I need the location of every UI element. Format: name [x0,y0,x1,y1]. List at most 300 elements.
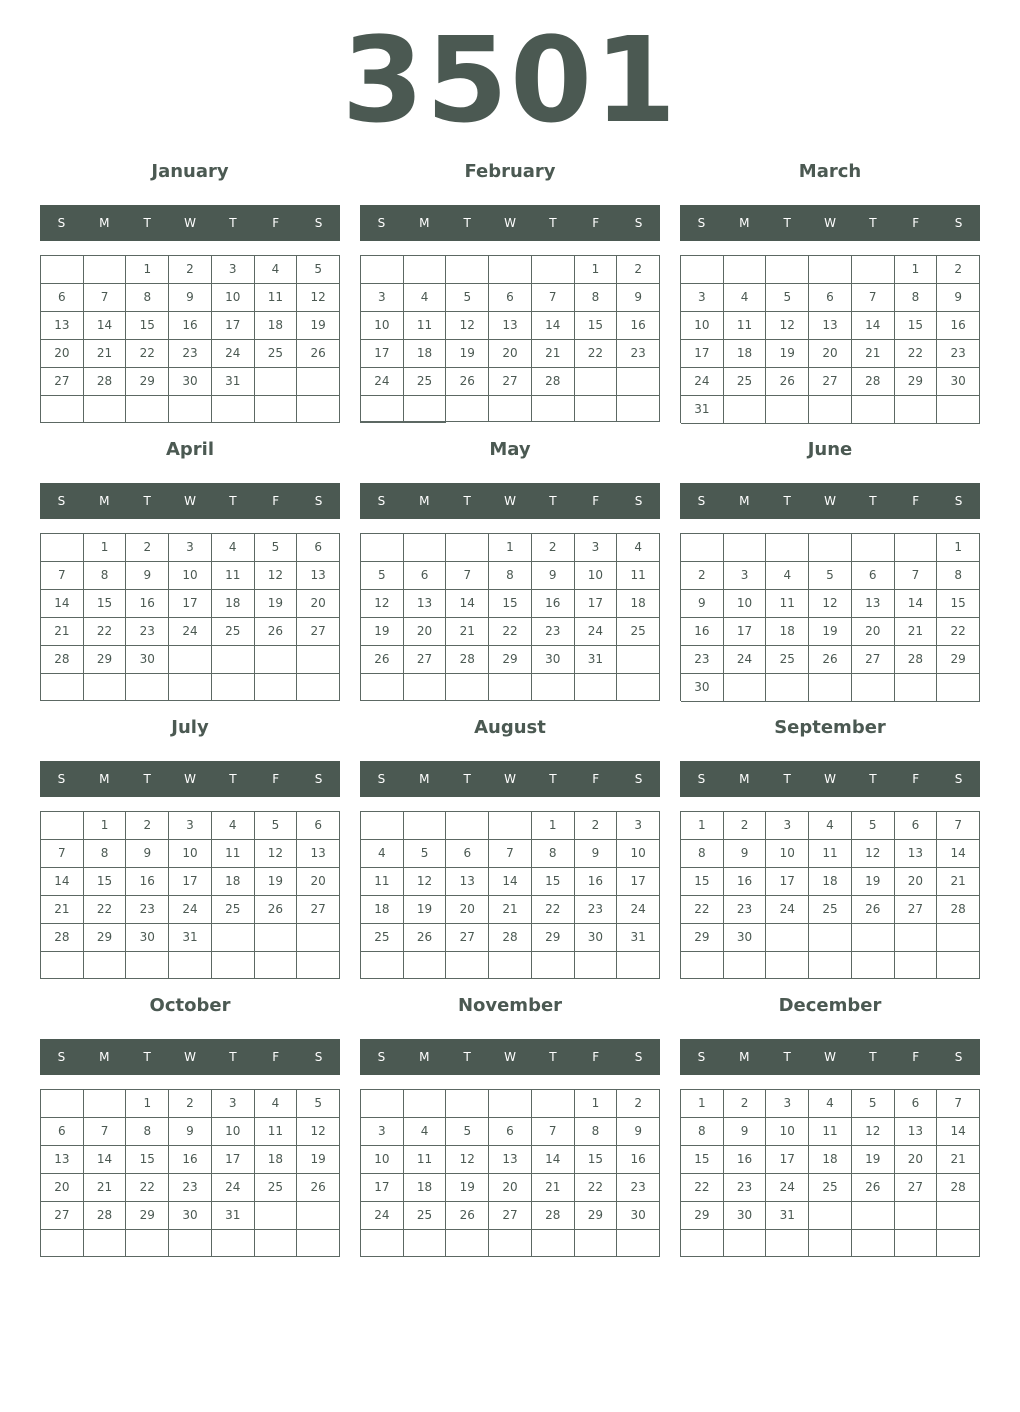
day-cell [297,368,340,396]
weekday-label: S [634,216,643,230]
day-cell: 11 [404,1146,447,1174]
day-cell: 28 [489,924,532,952]
day-cell: 2 [169,256,212,284]
weekday-label: F [912,216,920,230]
day-grid [40,533,340,701]
weekday-label: S [954,772,963,786]
day-cell: 11 [255,284,298,312]
weekday-label: M [99,1050,110,1064]
day-cell: 18 [766,618,809,646]
day-cell [84,396,127,423]
weekday-label: M [99,494,110,508]
day-cell: 9 [575,840,618,868]
day-cell: 20 [446,896,489,924]
day-cell [617,646,660,674]
day-cell: 12 [852,840,895,868]
day-cell: 24 [169,618,212,646]
day-cell [852,924,895,952]
day-cell: 12 [766,312,809,340]
day-cell: 10 [169,562,212,590]
day-cell: 19 [852,1146,895,1174]
day-cell [617,952,660,979]
day-cell: 30 [724,1202,767,1230]
day-cell: 26 [297,1174,340,1202]
weekday-label: T [463,1050,471,1064]
day-cell [617,396,660,422]
day-cell: 13 [41,1146,84,1174]
day-cell [489,1230,532,1257]
day-cell: 13 [41,312,84,340]
day-cell: 16 [617,1146,660,1174]
day-cell: 30 [575,924,618,952]
day-cell: 21 [446,618,489,646]
day-cell [852,674,895,702]
day-cell [937,924,980,952]
weekday-label: F [592,772,600,786]
day-cell: 14 [852,312,895,340]
day-cell: 8 [489,562,532,590]
weekday-label: W [824,1050,836,1064]
day-cell: 2 [937,256,980,284]
day-cell: 27 [895,896,938,924]
day-cell [361,396,404,422]
weekday-label: S [314,772,323,786]
day-cell: 22 [895,340,938,368]
day-cell: 17 [169,590,212,618]
day-cell: 18 [212,590,255,618]
weekday-header [680,1039,980,1075]
day-cell: 16 [617,312,660,340]
day-cell: 16 [169,1146,212,1174]
day-cell: 30 [724,924,767,952]
weekday-label: S [314,216,323,230]
day-cell: 18 [809,1146,852,1174]
day-cell [489,952,532,979]
day-cell: 9 [937,284,980,312]
day-cell [297,1230,340,1257]
day-cell [297,1202,340,1230]
day-cell [255,646,298,674]
day-cell: 3 [361,1118,404,1146]
day-cell: 13 [489,312,532,340]
day-cell: 25 [766,646,809,674]
weekday-label: T [549,772,557,786]
day-cell: 19 [297,312,340,340]
day-cell [489,1090,532,1118]
day-cell: 22 [126,340,169,368]
day-cell: 12 [255,840,298,868]
day-cell: 27 [41,1202,84,1230]
day-cell [446,812,489,840]
weekday-label: F [592,216,600,230]
day-cell [297,396,340,423]
day-cell: 22 [126,1174,169,1202]
day-cell: 31 [212,368,255,396]
day-cell: 14 [41,868,84,896]
day-cell [297,924,340,952]
weekday-label: M [739,772,750,786]
weekday-label: W [184,772,196,786]
weekday-label: W [504,772,516,786]
weekday-label: T [549,494,557,508]
day-cell: 8 [126,1118,169,1146]
weekday-label: S [57,216,66,230]
day-cell [489,396,532,422]
day-cell: 18 [617,590,660,618]
day-cell [809,674,852,702]
day-cell: 5 [852,1090,895,1118]
day-cell: 29 [532,924,575,952]
day-cell: 26 [361,646,404,674]
day-cell: 29 [895,368,938,396]
day-cell: 23 [169,1174,212,1202]
weekday-header [360,761,660,797]
day-cell: 31 [681,396,724,424]
weekday-label: W [504,494,516,508]
day-cell: 4 [809,1090,852,1118]
day-cell [255,1230,298,1257]
weekday-label: S [634,494,643,508]
day-cell: 12 [297,1118,340,1146]
weekday-label: T [869,772,877,786]
day-cell: 2 [724,812,767,840]
day-cell: 19 [766,340,809,368]
day-cell: 3 [766,1090,809,1118]
day-cell [404,674,447,701]
day-cell: 9 [126,840,169,868]
day-cell [361,674,404,701]
month-name: September [774,717,886,738]
day-cell: 19 [809,618,852,646]
weekday-label: S [697,1050,706,1064]
day-cell: 24 [212,1174,255,1202]
day-cell: 30 [169,368,212,396]
day-cell: 29 [937,646,980,674]
day-cell: 4 [404,1118,447,1146]
day-cell: 25 [809,896,852,924]
day-cell: 16 [169,312,212,340]
day-cell [852,396,895,424]
day-cell: 2 [617,1090,660,1118]
day-cell: 5 [766,284,809,312]
weekday-label: M [419,216,430,230]
day-cell [41,1230,84,1257]
day-cell: 8 [84,562,127,590]
day-cell: 3 [361,284,404,312]
day-cell: 27 [489,1202,532,1230]
day-cell [617,674,660,701]
day-cell: 1 [681,1090,724,1118]
weekday-label: T [869,216,877,230]
day-cell: 22 [532,896,575,924]
weekday-label: W [184,216,196,230]
day-cell: 1 [895,256,938,284]
day-cell: 22 [681,1174,724,1202]
day-cell: 26 [852,896,895,924]
weekday-label: T [783,1050,791,1064]
day-cell [489,674,532,701]
day-cell [895,1230,938,1257]
weekday-label: F [592,494,600,508]
day-cell: 24 [724,646,767,674]
day-cell: 6 [41,1118,84,1146]
day-cell [404,534,447,562]
weekday-label: T [463,494,471,508]
day-cell: 6 [41,284,84,312]
day-cell: 23 [126,618,169,646]
day-cell [852,534,895,562]
day-cell: 15 [575,312,618,340]
day-cell: 7 [489,840,532,868]
month-name: October [149,995,231,1016]
day-cell [895,924,938,952]
day-cell [937,674,980,702]
day-cell [255,674,298,701]
day-cell: 25 [255,1174,298,1202]
day-cell: 27 [809,368,852,396]
day-cell: 24 [681,368,724,396]
day-cell [575,368,618,396]
day-cell [809,1230,852,1257]
day-cell: 25 [361,924,404,952]
month-name: January [151,161,229,182]
day-cell: 25 [724,368,767,396]
day-cell: 15 [489,590,532,618]
day-grid [680,811,980,979]
day-cell: 3 [169,534,212,562]
day-cell: 10 [212,284,255,312]
day-cell: 10 [575,562,618,590]
day-cell: 1 [575,256,618,284]
weekday-label: S [314,494,323,508]
day-cell: 29 [84,924,127,952]
weekday-label: W [504,1050,516,1064]
day-cell: 19 [852,868,895,896]
day-cell: 29 [126,368,169,396]
day-cell: 27 [297,896,340,924]
day-cell: 20 [489,1174,532,1202]
day-cell: 25 [809,1174,852,1202]
day-cell [126,1230,169,1257]
day-cell [489,812,532,840]
weekday-label: S [57,1050,66,1064]
month-name: March [798,161,862,182]
day-cell: 21 [937,868,980,896]
day-cell: 16 [126,868,169,896]
month-name: April [165,439,215,460]
day-cell: 15 [681,868,724,896]
day-cell: 17 [681,340,724,368]
day-cell: 31 [212,1202,255,1230]
day-cell [84,1090,127,1118]
day-grid [360,255,660,423]
day-cell: 17 [724,618,767,646]
day-cell: 2 [532,534,575,562]
day-cell: 15 [937,590,980,618]
weekday-label: F [912,1050,920,1064]
day-cell: 2 [126,812,169,840]
day-cell: 18 [212,868,255,896]
day-cell: 18 [255,1146,298,1174]
day-cell: 12 [255,562,298,590]
day-cell [41,256,84,284]
weekday-label: M [739,216,750,230]
day-cell: 12 [809,590,852,618]
day-cell: 18 [255,312,298,340]
day-cell: 17 [361,1174,404,1202]
day-cell: 5 [255,534,298,562]
day-cell: 22 [84,896,127,924]
day-cell: 14 [532,1146,575,1174]
weekday-header [40,1039,340,1075]
day-cell: 15 [84,868,127,896]
day-cell: 10 [169,840,212,868]
day-cell: 23 [937,340,980,368]
day-cell: 23 [532,618,575,646]
day-cell: 25 [255,340,298,368]
day-cell: 10 [766,840,809,868]
day-cell: 14 [84,312,127,340]
day-cell: 24 [575,618,618,646]
day-cell: 1 [681,812,724,840]
day-cell: 2 [575,812,618,840]
day-cell: 8 [532,840,575,868]
day-cell: 20 [41,340,84,368]
day-cell: 4 [361,840,404,868]
day-cell: 5 [361,562,404,590]
day-cell: 23 [617,340,660,368]
day-cell: 25 [212,896,255,924]
day-cell: 7 [84,284,127,312]
day-cell: 6 [895,812,938,840]
day-cell: 13 [895,1118,938,1146]
day-cell [41,812,84,840]
day-cell: 28 [937,1174,980,1202]
day-cell: 5 [852,812,895,840]
day-grid [360,533,660,701]
day-cell: 1 [84,812,127,840]
day-cell: 19 [404,896,447,924]
day-cell: 18 [361,896,404,924]
weekday-label: W [504,216,516,230]
weekday-label: T [549,216,557,230]
day-cell: 10 [212,1118,255,1146]
day-cell: 23 [617,1174,660,1202]
day-cell: 5 [297,1090,340,1118]
day-cell: 14 [532,312,575,340]
day-cell: 6 [297,812,340,840]
day-cell: 19 [297,1146,340,1174]
day-cell [724,952,767,979]
day-cell: 30 [681,674,724,702]
day-cell: 15 [681,1146,724,1174]
day-cell: 28 [446,646,489,674]
day-cell [41,534,84,562]
day-cell [126,952,169,979]
day-cell [532,256,575,284]
day-cell [446,674,489,701]
day-cell: 22 [681,896,724,924]
day-cell: 9 [532,562,575,590]
day-cell: 30 [532,646,575,674]
day-cell [297,952,340,979]
weekday-label: S [697,772,706,786]
weekday-label: T [143,216,151,230]
day-cell: 2 [681,562,724,590]
day-cell: 1 [575,1090,618,1118]
day-cell: 4 [404,284,447,312]
day-cell: 7 [41,562,84,590]
weekday-label: M [99,216,110,230]
day-cell: 27 [41,368,84,396]
day-cell: 26 [809,646,852,674]
day-cell: 10 [361,312,404,340]
day-cell: 11 [617,562,660,590]
day-cell: 9 [724,840,767,868]
day-cell [404,952,447,979]
day-cell [681,1230,724,1257]
weekday-label: S [697,494,706,508]
day-cell: 26 [404,924,447,952]
day-cell: 7 [84,1118,127,1146]
day-cell [446,396,489,422]
day-cell: 18 [404,1174,447,1202]
day-cell [809,396,852,424]
day-cell: 20 [404,618,447,646]
weekday-label: T [549,1050,557,1064]
day-cell [361,812,404,840]
day-cell: 28 [532,368,575,396]
day-cell [84,1230,127,1257]
day-cell: 28 [532,1202,575,1230]
day-cell: 26 [255,896,298,924]
day-cell [937,1202,980,1230]
day-cell [809,924,852,952]
weekday-label: T [229,1050,237,1064]
day-grid [40,255,340,423]
day-cell: 3 [681,284,724,312]
weekday-header [680,205,980,241]
day-cell: 29 [575,1202,618,1230]
day-cell: 24 [212,340,255,368]
day-cell: 1 [937,534,980,562]
day-cell [895,1202,938,1230]
day-cell: 6 [404,562,447,590]
day-cell [575,952,618,979]
day-cell [84,256,127,284]
day-cell: 13 [489,1146,532,1174]
weekday-label: T [869,494,877,508]
day-cell [361,952,404,979]
day-cell [169,952,212,979]
day-cell: 17 [575,590,618,618]
weekday-label: W [824,772,836,786]
weekday-label: M [419,1050,430,1064]
day-cell: 23 [724,896,767,924]
day-cell: 16 [724,1146,767,1174]
day-cell: 26 [297,340,340,368]
day-cell: 16 [126,590,169,618]
day-cell: 4 [724,284,767,312]
day-cell [404,1230,447,1257]
day-cell [617,368,660,396]
day-cell: 7 [41,840,84,868]
day-cell [532,674,575,701]
day-cell: 13 [446,868,489,896]
day-cell [297,646,340,674]
day-cell [169,646,212,674]
day-cell: 28 [41,646,84,674]
